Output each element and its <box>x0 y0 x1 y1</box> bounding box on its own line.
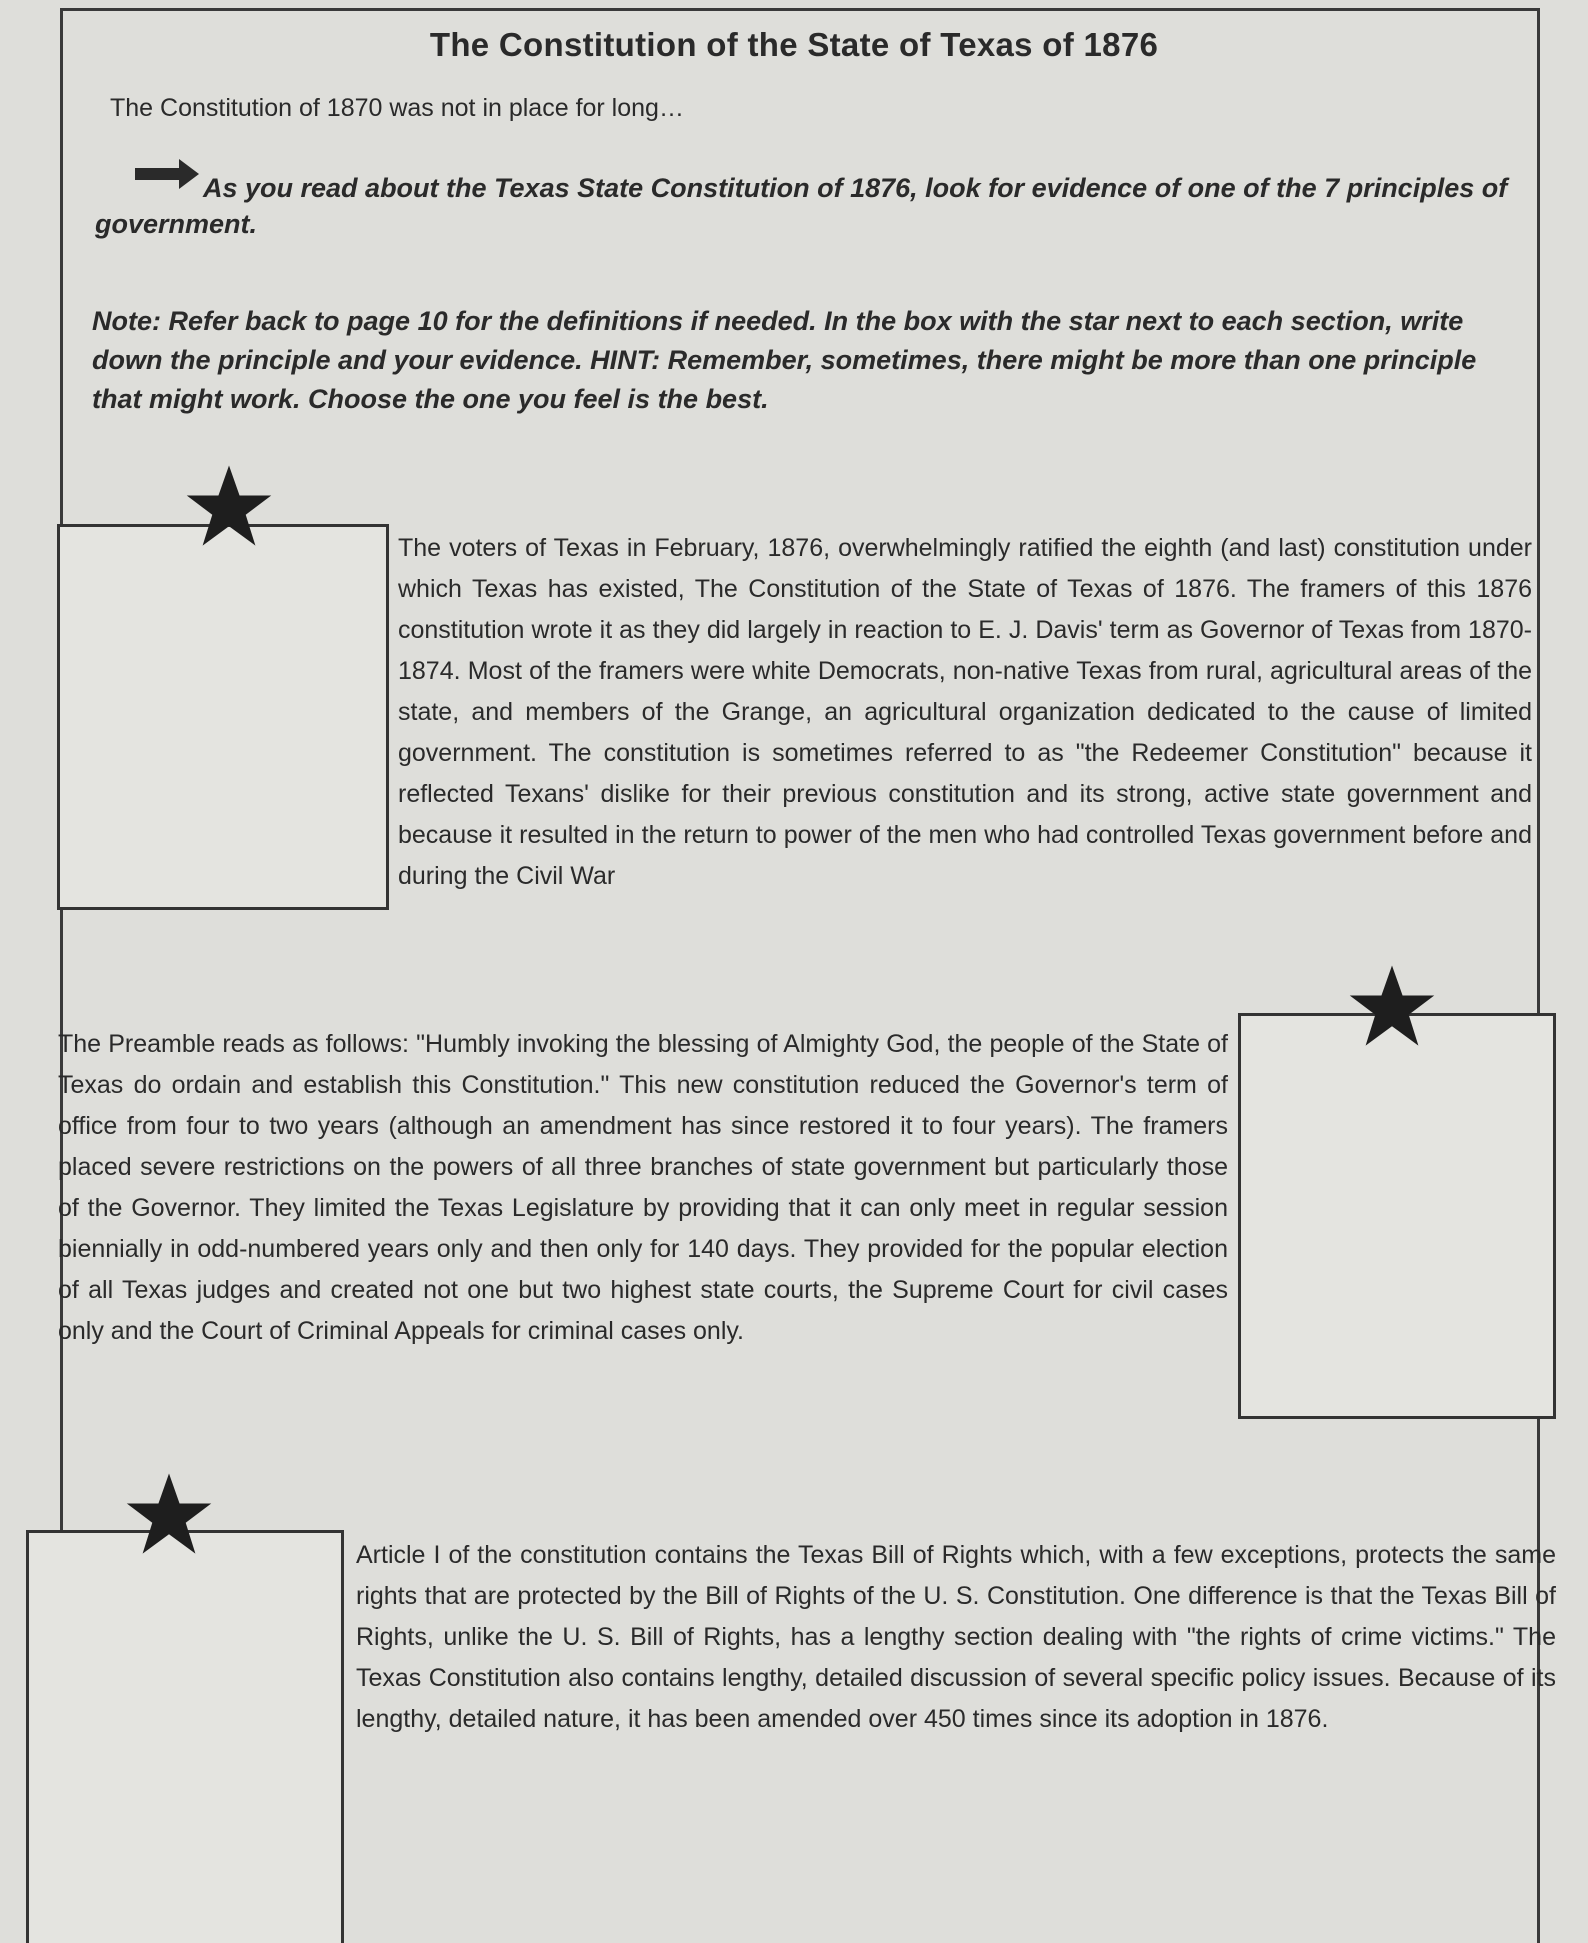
section-1-text: The voters of Texas in February, 1876, overwhelmingly ratified the eighth (and last) constitution under which Texas has existed, The Constitution of the State of Texas of 1876. The framers of this 1876 constitution wrote it as they did largely in reaction to E. J. Davis' term as Governor of Texas from 1870- 1874. Most of the framers were white Democrats, non-native Texas from rural, agricultural areas of the state, and members of the Grange, an agricultural organization dedicated to the cause of limited government. The constitution is sometimes referred to as "the Redeemer Constitution" because it reflected Texans' dislike for their previous constitution and its strong, active state government and because it resulted in the return to power of the men who had controlled Texas government before and during the Civil War <box>398 534 1532 890</box>
page-title: The Constitution of the State of Texas of 1876 <box>429 26 1159 63</box>
star-icon <box>1348 962 1436 1050</box>
answer-box-1[interactable] <box>57 524 389 910</box>
section-3-text: Article I of the constitution contains the Texas Bill of Rights which, with a few exceptions, protects the same rights that are protected by the Bill of Rights of the U. S. Constitution. One difference is that the Texas Bill of Rights, unlike the U. S. Bill of Rights, has a lengthy section dealing with "the rights of crime victims." The Texas Constitution also contains lengthy, detailed discussion of several specific policy issues. Because of its lengthy, detailed nature, it has been amended over 450 times since its adoption in 1876. <box>356 1541 1556 1733</box>
section-2-text: The Preamble reads as follows: "Humbly invoking the blessing of Almighty God, the people of the State of Texas do ordain and establish this Constitution." This new constitution reduced the Governor's term of office from four to two years (although an amendment has since restored it to four years). The framers placed severe restrictions on the powers of all three branches of state government but particularly those of the Governor. They limited the Texas Legislature by providing that it can only meet in regular session biennially in odd-numbered years only and then only for 140 days. They provided for the popular election of all Texas judges and created not one but two highest state courts, the Supreme Court for civil cases only and the Court of Criminal Appeals for criminal cases only. <box>58 1030 1228 1345</box>
note-text: Note: Refer back to page 10 for the definitions if needed. In the box with the star next to each section, write down the principle and your evidence. HINT: Remember, sometimes, there might be more than one principle that might work. Choose the one you feel is the best. <box>92 306 1477 414</box>
star-icon <box>125 1470 213 1558</box>
answer-box-3[interactable] <box>26 1530 344 1943</box>
answer-box-2[interactable] <box>1238 1013 1556 1419</box>
intro-text: The Constitution of 1870 was not in place for long… <box>110 94 684 122</box>
star-icon <box>185 462 273 550</box>
instruction-text: As you read about the Texas State Constitution of 1876, look for evidence of one of the 7 principles of government. <box>95 173 1508 239</box>
